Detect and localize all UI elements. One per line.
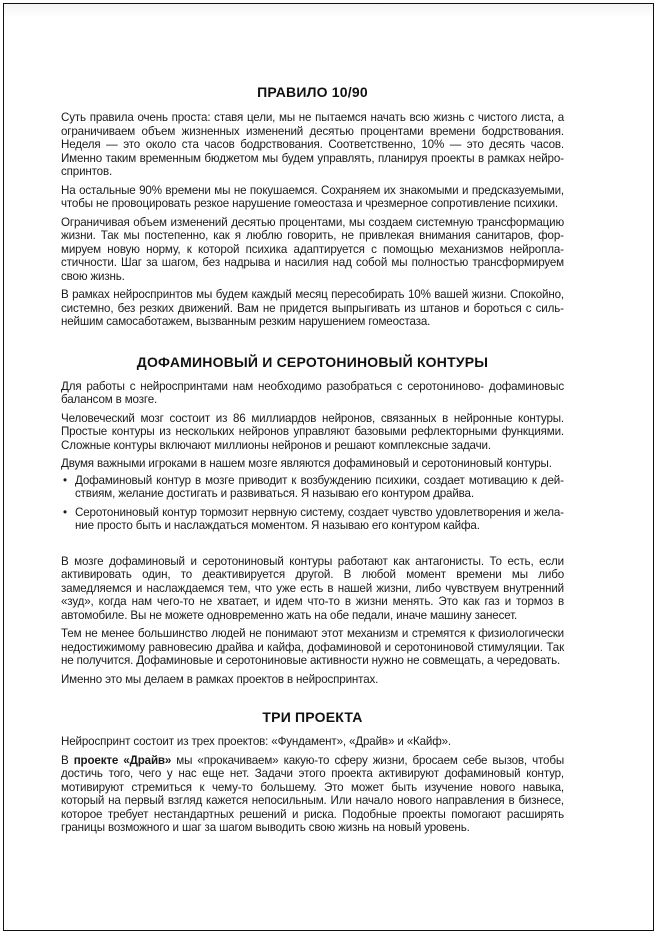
text-run: мы «прокачиваем» какую-то сферу жизни, бросаем себе вызов, чтобы достичь того, чего у нас еще нет. Задачи этого проекта активируют дофаминовый контур, мотивируют стремиться к чему-то большему. Это может быть изучение нового навыка, который на первый взгляд кажется непосильным. Или начало нового направления в бизнесе, которое требует нестандартных решений и риска. Подобные проекты помогают расширять границы возможного и шаг за шагом выводить свою жизнь на новый уровень. [61, 753, 565, 834]
paragraph: В мозге дофаминовый и серотониновый контуры работают как антагонисты. То есть, если активировать один, то деактивируется другой. В любой момент времени мы либо замедляемся и наслаждаемся тем, что уже есть в нашей жизни, либо чувствуем внутренний «зуд», когда нам чего-то не хватает, и идем что-то в жизни менять. Это как газ и тормоз в автомобиле. Вы не можете одновременно жать на обе педали, иначе машину занесет. [61, 554, 564, 622]
paragraph: Ограничивая объем изменений десятью процентами, мы создаем системную трансформацию жизни. Так мы постепенно, как я люблю говорить, не привлекая внимания санитаров, формируем новую норму, к которой психика адаптируется с помощью механизмов нейропластичности. Шаг за шагом, без надрыва и насилия над собой мы полностью трансформируем свою жизнь. [61, 215, 564, 283]
paragraph: На остальные 90% времени мы не покушаемся. Сохраняем их знакомыми и предсказуемыми, чтобы не провоцировать резкое нарушение гомеостаза и чрезмерное сопротивление психики. [61, 183, 564, 210]
bullet-icon: • [63, 505, 67, 519]
list-item [61, 506, 564, 533]
list-item [61, 474, 564, 501]
section-heading: ТРИ ПРОЕКТА [262, 709, 363, 725]
bold-term: проекте «Драйв» [73, 753, 172, 767]
paragraph: В рамках нейроспринтов мы будем каждый месяц пересобирать 10% вашей жизни. Спокойно, системно, без резких движений. Вам не придется выпрыгивать из штанов и бороться с сильнейшим самосаботажем, вызванным резким нарушением гомеостаза. [61, 288, 564, 328]
paragraph: Именно это мы делаем в рамках проектов в нейроспринтах. [61, 672, 379, 686]
bullet-icon: • [63, 473, 67, 487]
list-item-text: Серотониновый контур тормозит нервную систему, создает чувство удовлетворения и желание просто быть и наслаждаться моментом. Я называю его контуром кайфа. [75, 505, 564, 532]
text-run: В [61, 753, 74, 767]
paragraph: Для работы с нейроспринтами нам необходимо разобраться с серотониново- дофаминовыс балансом в мозге. [61, 379, 564, 406]
section-dopamine-serotonin [61, 353, 564, 687]
paragraph: Тем не менее большинство людей не понимают этот механизм и стремятся к физиологически недостижимому равновесию драйва и кайфа, дофаминовой и серотониновой стимуляции. Так не получится. Дофаминовые и серотониновые активности нужно не совмещать, а чередовать. [61, 627, 564, 667]
paragraph: Суть правила очень проста: ставя цели, мы не пытаемся начать всю жизнь с чистого листа, а ограничиваем объем жизненных изменений десятью процентами времени бодрствования. Неделя — это около ста часов бодрствования. Соответственно, 10% — это десять часов. Именно таким временным бюджетом мы будем управлять, планируя проекты в рамках нейроспринтов. [61, 111, 564, 178]
paragraph: Человеческий мозг состоит из 86 миллиардов нейронов, связанных в нейронные контуры. Простые контуры из нескольких нейронов управляют базовыми рефлекторными функциями. Сложные контуры включают миллионы нейронов и решают комплексные задачи. [61, 411, 564, 452]
paragraph-drive-project [61, 754, 564, 835]
section-heading: ДОФАМИНОВЫЙ И СЕРОТОНИНОВЫЙ КОНТУРЫ [136, 353, 489, 370]
section-rule-10-90 [61, 83, 564, 329]
page-content [61, 83, 564, 840]
document-page [3, 3, 654, 931]
section-heading: ПРАВИЛО 10/90 [257, 84, 368, 100]
list-item-text: Дофаминовый контур в мозге приводит к возбуждению психики, создает мотивацию к действиям, желание достигать и развиваться. Я называю его контуром драйва. [75, 473, 564, 500]
paragraph: Нейроспринт состоит из трех проектов: «Фундамент», «Драйв» и «Кайф». [61, 735, 451, 748]
section-three-projects [61, 708, 564, 835]
bullet-list [61, 474, 564, 533]
paragraph: Двумя важными игроками в нашем мозге являются дофаминовый и серотониновый контуры. [61, 457, 552, 470]
